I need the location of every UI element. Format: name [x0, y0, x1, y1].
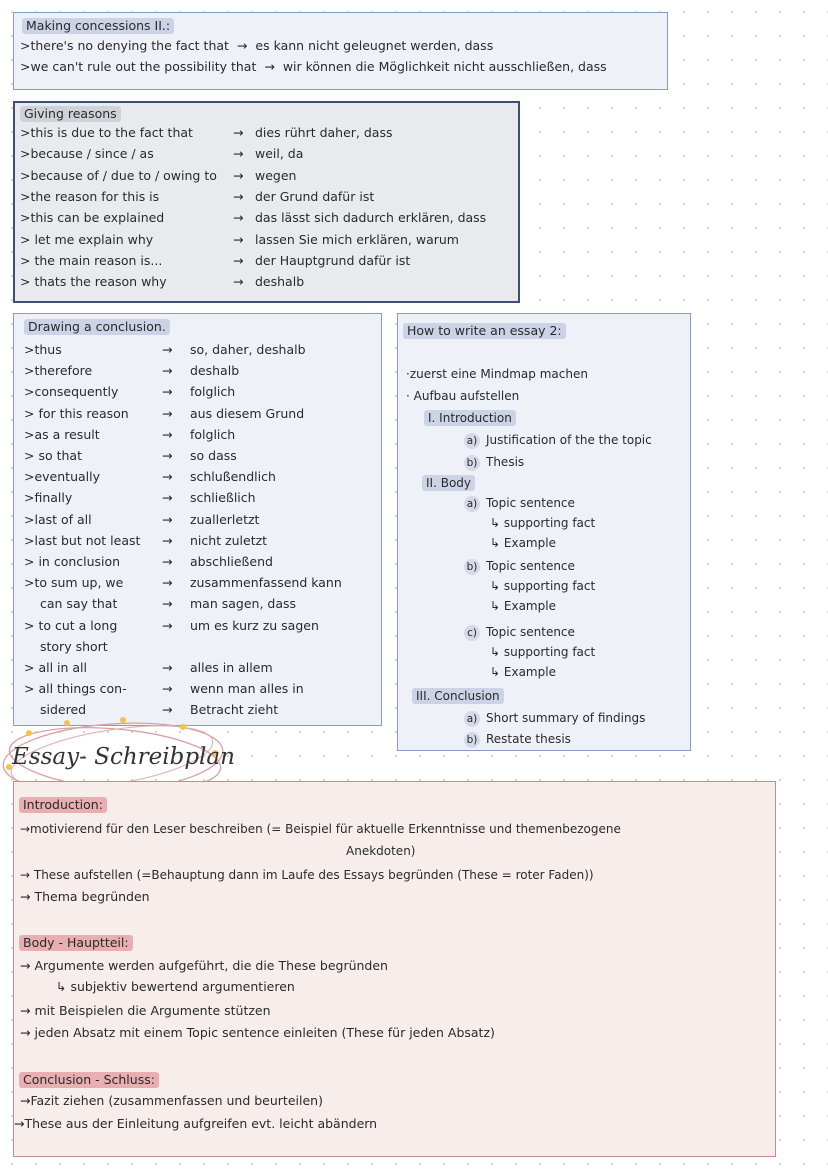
- conclusion-b: b) Restate thesis: [464, 731, 571, 748]
- phrase-de: um es kurz zu sagen: [190, 617, 319, 633]
- body-c-fact: ↳ supporting fact: [490, 645, 596, 659]
- phrase-de: folglich: [190, 384, 236, 400]
- phrase-de: so, daher, deshalb: [190, 342, 306, 357]
- reasons-title: Giving reasons: [20, 106, 121, 122]
- phrase-en: >to sum up, we: [24, 575, 124, 591]
- plan-box: [13, 781, 776, 1157]
- phrase-en: >this can be explained: [20, 210, 165, 226]
- phrase-de: Betracht zieht: [190, 702, 279, 718]
- plan-conclusion-line: →Fazit ziehen (zusammenfassen und beurteilen): [20, 1093, 323, 1108]
- phrase-de: man sagen, dass: [190, 596, 297, 612]
- arrow-icon: →: [233, 167, 244, 183]
- phrase-de: nicht zuletzt: [190, 532, 268, 548]
- phrase-en: sidered: [40, 702, 87, 718]
- intro-b: b) Thesis: [464, 454, 524, 471]
- plan-intro-line: → Thema begründen: [20, 889, 150, 904]
- intro-label: I. Introduction: [424, 410, 516, 426]
- arrow-icon: →: [233, 146, 244, 162]
- phrase-en: >because of / due to / owing to: [20, 167, 217, 183]
- body-a-fact: ↳ supporting fact: [490, 516, 596, 530]
- phrase-en: >this is due to the fact that: [20, 125, 193, 140]
- phrase-de: so dass: [190, 448, 237, 463]
- phrase-en: > for this reason: [24, 405, 129, 421]
- howto-box: [397, 313, 691, 751]
- phrase-de: lassen Sie mich erklären, warum: [255, 231, 459, 247]
- phrase-en: >finally: [24, 490, 73, 506]
- body-label: II. Body: [422, 475, 475, 491]
- howto-step-mindmap: ·zuerst eine Mindmap machen: [406, 367, 588, 381]
- arrow-icon: →: [162, 681, 173, 697]
- plan-intro-title: Introduction:: [19, 797, 107, 813]
- arrow-icon: →: [233, 188, 244, 204]
- phrase-en: story short: [40, 638, 108, 654]
- phrase-de: der Hauptgrund dafür ist: [255, 252, 411, 268]
- body-b-example: ↳ Example: [490, 599, 556, 613]
- arrow-icon: →: [162, 532, 173, 548]
- phrase-de: abschließend: [190, 554, 273, 569]
- arrow-icon: →: [162, 554, 173, 569]
- plan-conclusion-line: →These aus der Einleitung aufgreifen evt. leicht abändern: [14, 1116, 378, 1131]
- arrow-icon: →: [233, 231, 244, 247]
- phrase-en: > the main reason is...: [20, 252, 163, 268]
- arrow-icon: →: [162, 702, 173, 718]
- phrase-en: > to cut a long: [24, 617, 118, 633]
- phrase-en: > so that: [24, 448, 82, 463]
- phrase-en: >thus: [24, 342, 62, 357]
- phrase-de: schließlich: [190, 490, 256, 506]
- plan-body-line: → mit Beispielen die Argumente stützen: [20, 1003, 271, 1018]
- concession-row: >there's no denying the fact that → es kann nicht geleugnet werden, dass: [20, 38, 494, 53]
- arrow-icon: →: [162, 384, 173, 400]
- plan-intro-line: →motivierend für den Leser beschreiben (= Beispiel für aktuelle Erkenntnisse und themenbezogene: [20, 822, 621, 836]
- body-b-topic: b) Topic sentence: [464, 558, 575, 575]
- arrow-icon: →: [233, 274, 244, 290]
- plan-conclusion-title: Conclusion - Schluss:: [19, 1072, 159, 1088]
- phrase-de: folglich: [190, 426, 236, 442]
- concession-row: >we can't rule out the possibility that → wir können die Möglichkeit nicht ausschließen, dass: [20, 59, 607, 74]
- plan-intro-line: Anekdoten): [346, 844, 416, 858]
- plan-intro-line: → These aufstellen (=Behauptung dann im Laufe des Essays begründen (These = roter Faden)): [20, 868, 594, 882]
- arrow-icon: →: [162, 469, 173, 485]
- arrow-icon: →: [162, 575, 173, 591]
- phrase-en: >therefore: [24, 363, 93, 379]
- phrase-de: der Grund dafür ist: [255, 188, 375, 204]
- logo-title: Essay- Schreibplan: [12, 744, 235, 770]
- phrase-de: deshalb: [255, 274, 305, 290]
- phrase-en: >eventually: [24, 469, 101, 485]
- body-c-topic: c) Topic sentence: [464, 624, 575, 641]
- phrase-de: wegen: [255, 167, 297, 183]
- arrow-icon: →: [233, 210, 244, 226]
- arrow-icon: →: [162, 490, 173, 506]
- arrow-icon: →: [162, 426, 173, 442]
- phrase-en: >last but not least: [24, 532, 141, 548]
- howto-step-structure: · Aufbau aufstellen: [406, 389, 520, 403]
- phrase-de: wenn man alles in: [190, 681, 304, 697]
- phrase-en: > thats the reason why: [20, 274, 167, 290]
- phrase-de: das lässt sich dadurch erklären, dass: [255, 210, 487, 226]
- phrase-en: > all in all: [24, 660, 88, 675]
- phrase-de: schlußendlich: [190, 469, 276, 485]
- phrase-de: alles in allem: [190, 660, 273, 675]
- phrase-en: >last of all: [24, 511, 92, 527]
- phrase-de: weil, da: [255, 146, 304, 162]
- arrow-icon: →: [162, 363, 173, 379]
- phrase-en: >because / since / as: [20, 146, 154, 162]
- concessions-box: [13, 12, 668, 90]
- phrase-en: > all things con-: [24, 681, 127, 697]
- phrase-de: dies rührt daher, dass: [255, 125, 393, 140]
- phrase-de: zuallerletzt: [190, 511, 260, 527]
- phrase-de: aus diesem Grund: [190, 405, 305, 421]
- phrase-en: > in conclusion: [24, 554, 121, 569]
- conclusion-label: III. Conclusion: [412, 688, 504, 704]
- arrow-icon: →: [233, 125, 244, 140]
- arrow-icon: →: [162, 511, 173, 527]
- reasons-box: [13, 101, 520, 303]
- body-b-fact: ↳ supporting fact: [490, 579, 596, 593]
- phrase-de: zusammenfassend kann: [190, 575, 342, 591]
- concessions-title: Making concessions II.:: [22, 18, 174, 34]
- body-c-example: ↳ Example: [490, 665, 556, 679]
- arrow-icon: →: [162, 448, 173, 463]
- howto-title: How to write an essay 2:: [403, 323, 566, 339]
- phrase-en: >the reason for this is: [20, 188, 160, 204]
- arrow-icon: →: [162, 405, 173, 421]
- arrow-icon: →: [162, 617, 173, 633]
- phrase-en: > let me explain why: [20, 231, 154, 247]
- arrow-icon: →: [162, 596, 173, 612]
- plan-body-line: ↳ subjektiv bewertend argumentieren: [56, 979, 295, 994]
- phrase-de: deshalb: [190, 363, 240, 379]
- body-a-example: ↳ Example: [490, 536, 556, 550]
- body-a-topic: a) Topic sentence: [464, 495, 575, 512]
- phrase-en: >consequently: [24, 384, 119, 400]
- conclusion-a: a) Short summary of findings: [464, 710, 645, 727]
- conclusion-phrases-title: Drawing a conclusion.: [24, 319, 170, 335]
- arrow-icon: →: [233, 252, 244, 268]
- plan-body-line: → Argumente werden aufgeführt, die die These begründen: [20, 958, 388, 973]
- conclusion-phrases-box: [13, 313, 382, 726]
- plan-body-title: Body - Hauptteil:: [19, 935, 133, 951]
- intro-a: a) Justification of the the topic: [464, 432, 652, 449]
- phrase-en: >as a result: [24, 426, 100, 442]
- arrow-icon: →: [162, 660, 173, 675]
- arrow-icon: →: [162, 342, 173, 357]
- plan-body-line: → jeden Absatz mit einem Topic sentence einleiten (These für jeden Absatz): [20, 1025, 495, 1040]
- phrase-en: can say that: [40, 596, 118, 612]
